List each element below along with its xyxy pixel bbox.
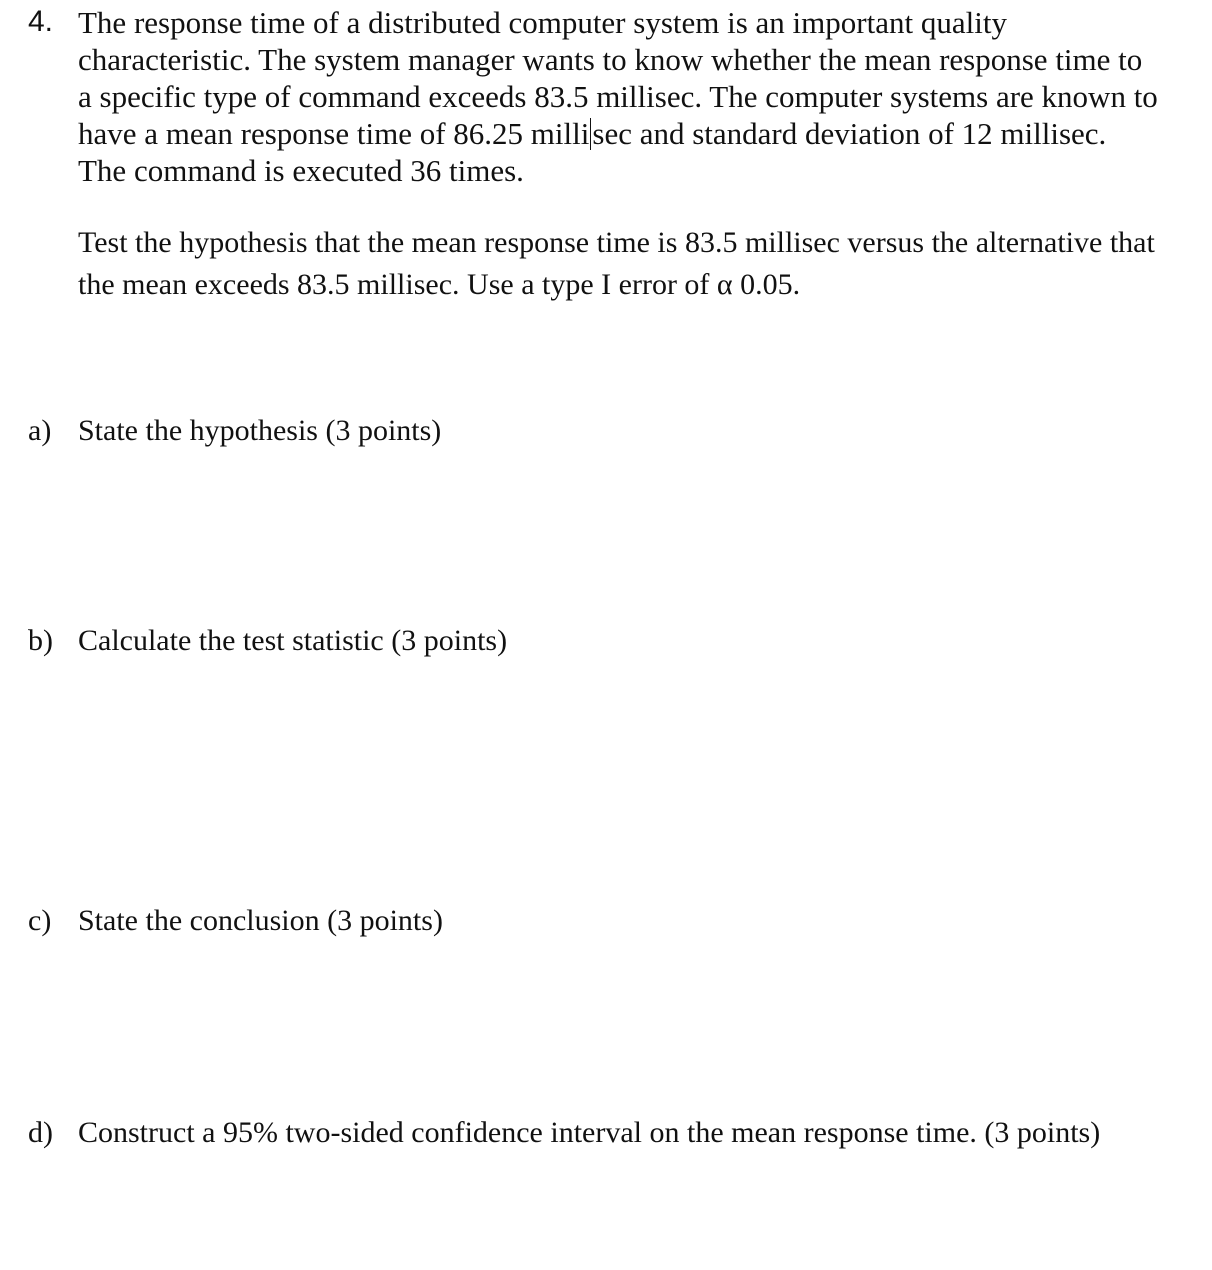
part-b-text: Calculate the test statistic (3 points) [78, 624, 508, 657]
part-a-text: State the hypothesis (3 points) [78, 414, 442, 447]
hypothesis-test-instruction: Test the hypothesis that the mean response time is 83.5 millisec versus the alternative that the mean exceeds 83.5 millisec. Use a type I error of α 0.05. [78, 226, 1155, 301]
part-b-letter: b) [28, 624, 53, 657]
part-a-letter: a) [28, 414, 52, 447]
part-d-text: Construct a 95% two-sided confidence interval on the mean response time. (3 points) [78, 1116, 1101, 1149]
problem-stem[interactable] [78, 4, 1158, 189]
problem-number: 4. [28, 5, 54, 38]
part-c-letter: c) [28, 904, 52, 937]
stem-text-after-cursor: sec and standard deviation of 12 millisec. The command is executed 36 times. [78, 116, 1107, 188]
part-c-text: State the conclusion (3 points) [78, 904, 443, 937]
part-d-letter: d) [28, 1116, 53, 1149]
stem-text-before-cursor: The response time of a distributed computer system is an important quality characteristic. The system manager wants to know whether the mean response time to a specific type of command exceeds 83.5 millisec. The computer systems are known to have a mean response time of 86.25 milli [78, 5, 1158, 151]
